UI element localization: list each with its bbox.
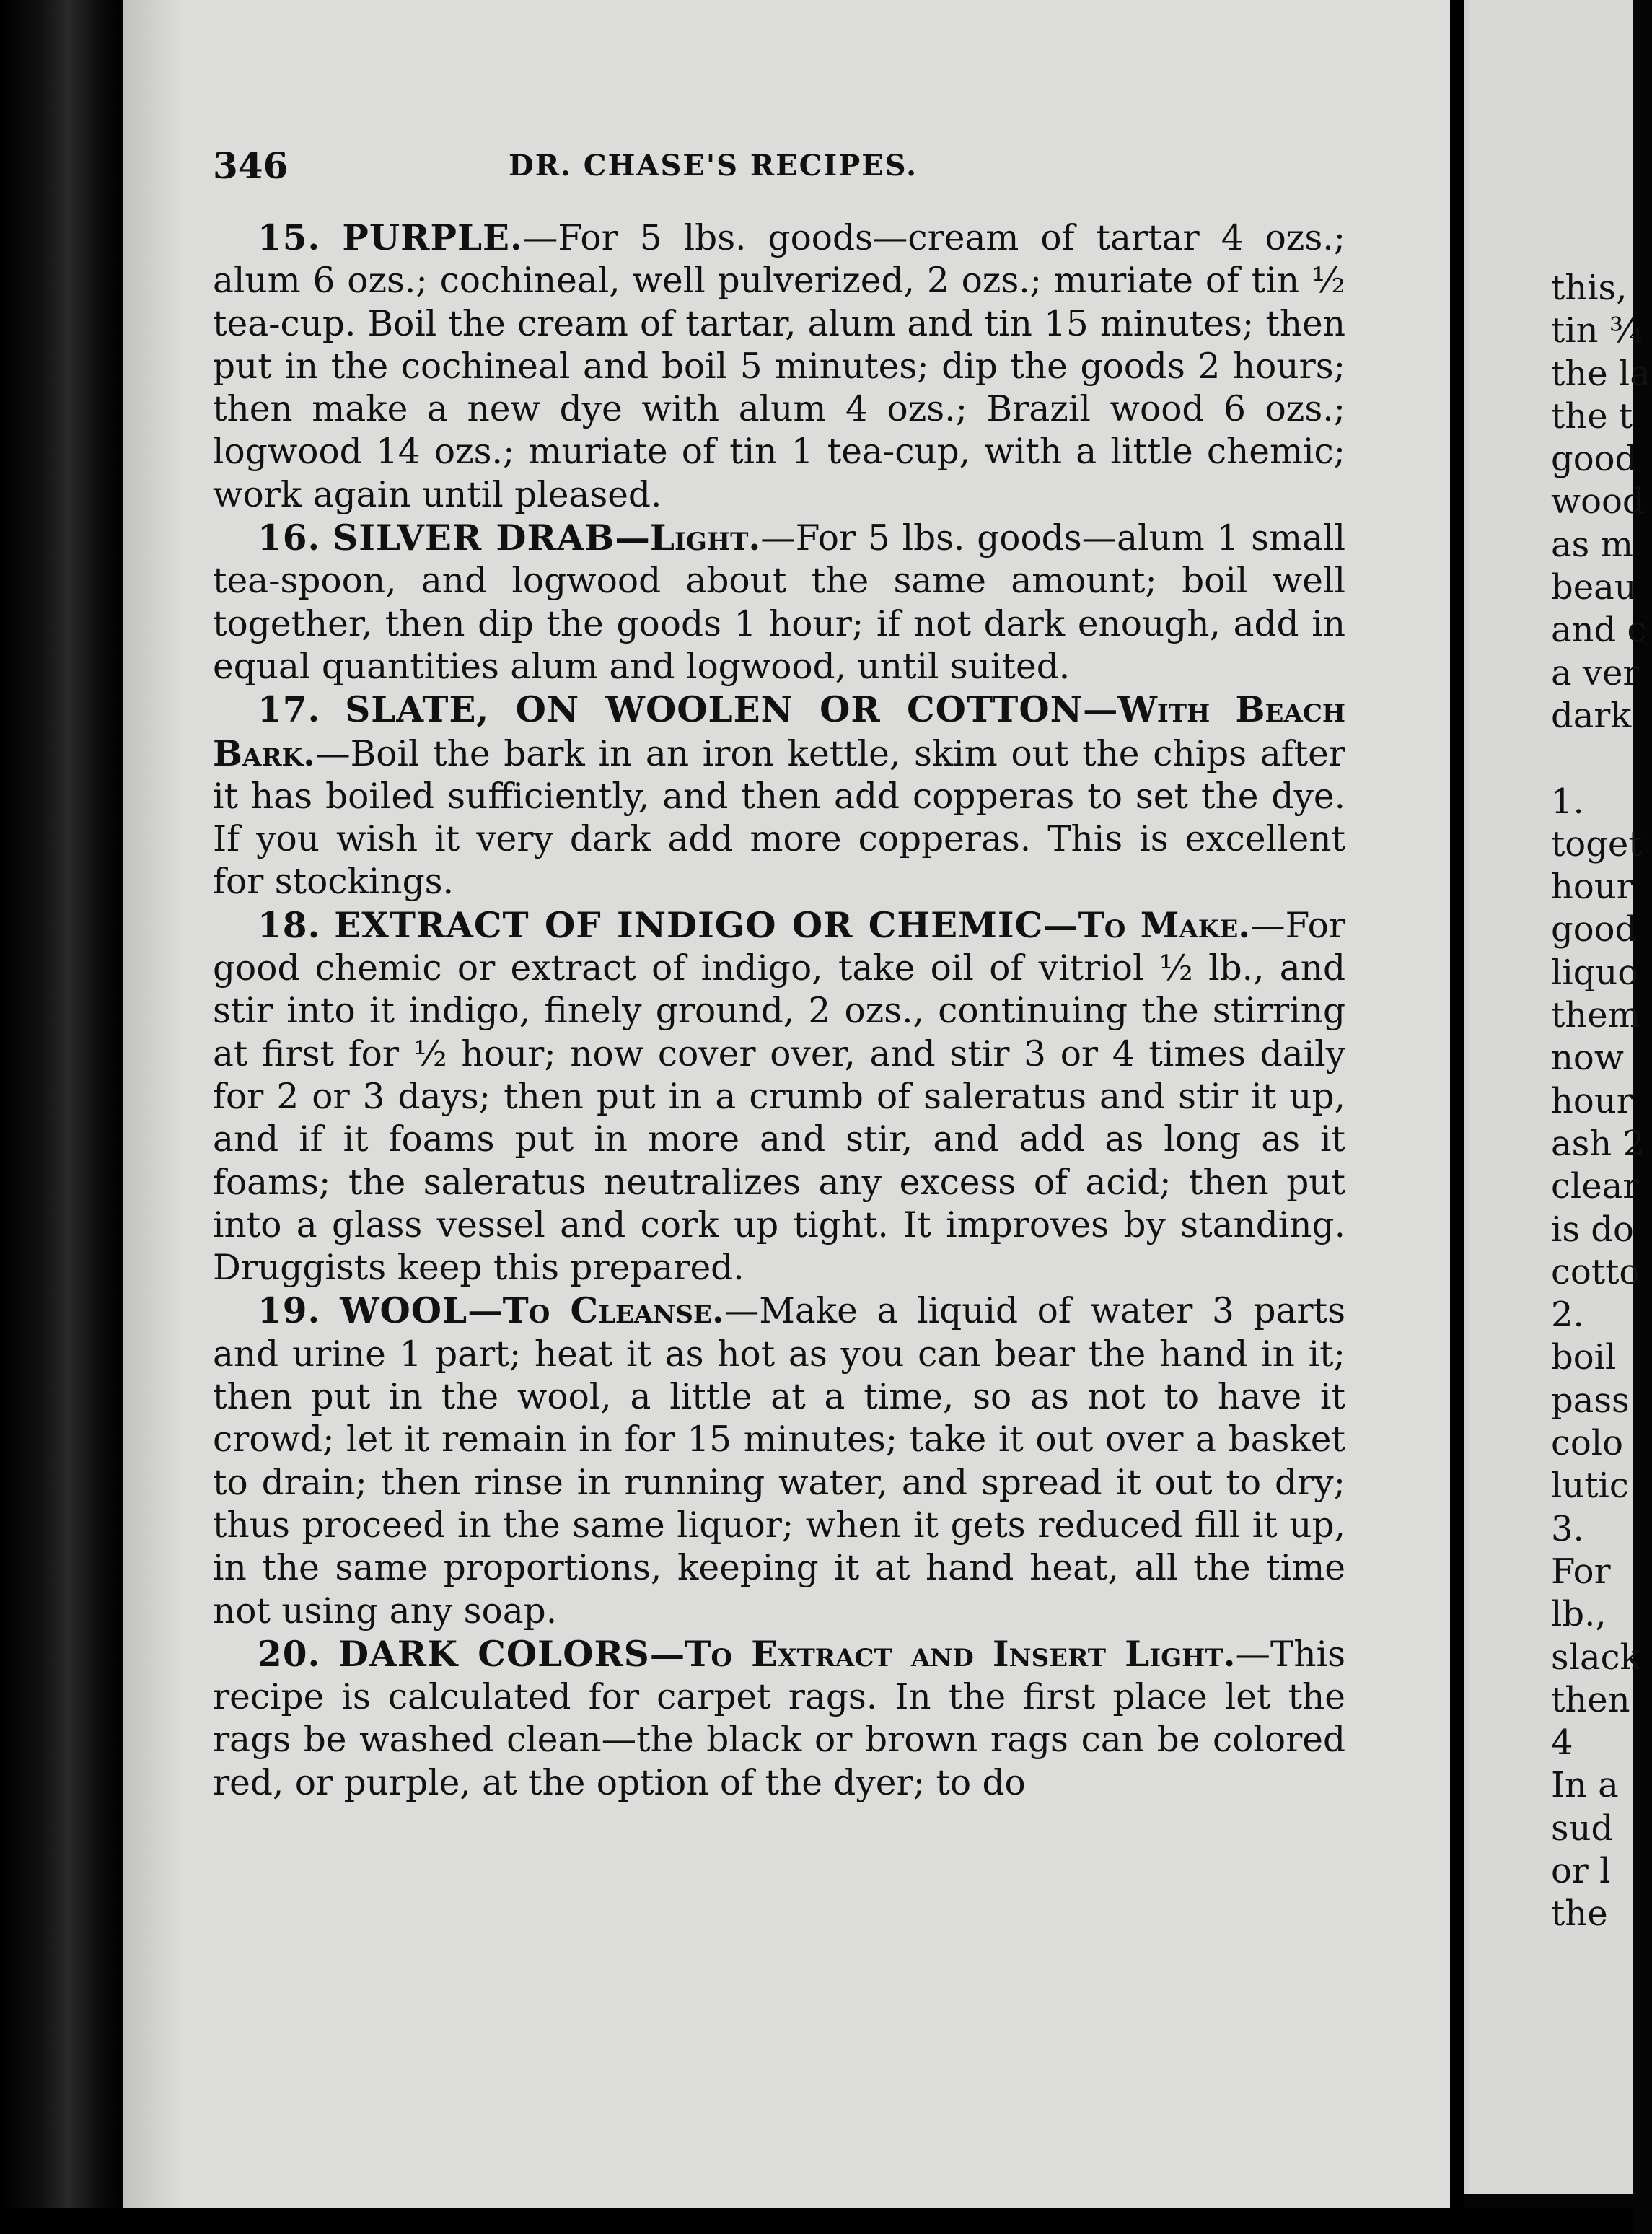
- recipe-text-block: [213, 216, 1345, 1805]
- recipe-title: SLATE, ON WOOLEN OR COTTON: [345, 689, 1083, 731]
- recipe-body: —Boil the bark in an iron kettle, skim out the chips after it has boiled sufficiently, and then add copperas to set the dye. If you wish it very dark add more copperas. This is excellent for stockings.: [213, 733, 1345, 903]
- recipe-number: 19.: [258, 1290, 321, 1332]
- recipe-title: WOOL: [340, 1290, 468, 1332]
- facing-line: cotto: [1551, 1251, 1640, 1292]
- facing-line: is do: [1551, 1209, 1634, 1250]
- recipe-title: SILVER DRAB: [333, 517, 615, 559]
- facing-line: the: [1551, 1893, 1608, 1935]
- facing-line: sud: [1551, 1808, 1614, 1849]
- recipe-20: [213, 1633, 1345, 1805]
- facing-line: slack: [1551, 1637, 1641, 1678]
- facing-line: hour: [1551, 1080, 1633, 1121]
- facing-line: pass: [1551, 1380, 1630, 1421]
- facing-line: In a: [1551, 1765, 1619, 1806]
- center-gutter: [1450, 0, 1464, 2234]
- recipe-title: PURPLE.: [342, 217, 523, 258]
- running-head: DR. CHASE'S RECIPES.: [509, 149, 918, 183]
- recipe-title: EXTRACT OF INDIGO OR CHEMIC: [334, 904, 1044, 946]
- recipe-body: —This recipe is calculated for carpet rags. In the first place let the rags be washed clean—the black or brown rags can be colored red, or purple, at the option of the dyer; to do: [213, 1634, 1345, 1803]
- facing-line: this,: [1551, 268, 1627, 308]
- recipe-number: 18.: [258, 904, 321, 946]
- facing-line: 3.: [1551, 1508, 1584, 1549]
- facing-line: boil: [1551, 1337, 1617, 1378]
- facing-line: lutic: [1551, 1466, 1629, 1507]
- recipe-title: DARK COLORS: [338, 1633, 650, 1675]
- facing-line: colo: [1551, 1423, 1624, 1464]
- facing-line: now: [1551, 1038, 1624, 1079]
- facing-line: wood: [1551, 481, 1645, 522]
- recipe-subtitle: —To Extract and Insert Light.: [649, 1633, 1236, 1675]
- facing-line: them: [1551, 995, 1641, 1036]
- page-number: 346: [213, 144, 289, 187]
- recipe-17: [213, 688, 1345, 903]
- recipe-subtitle: —With Beach Bark.: [213, 689, 1346, 774]
- facing-line: a ver: [1551, 652, 1640, 693]
- facing-line: lb.,: [1551, 1594, 1607, 1635]
- facing-line: the la: [1551, 353, 1651, 394]
- facing-line: or l: [1551, 1850, 1611, 1891]
- facing-line: beau: [1551, 567, 1637, 608]
- facing-line: toget: [1551, 823, 1643, 864]
- recipe-number: 20.: [258, 1633, 321, 1675]
- recipe-16: [213, 517, 1345, 688]
- recipe-number: 15.: [258, 217, 321, 258]
- facing-line: and c: [1551, 610, 1647, 651]
- facing-line: ash 2: [1551, 1123, 1645, 1164]
- facing-line: 4: [1551, 1722, 1573, 1764]
- facing-line: hour: [1551, 867, 1633, 908]
- recipe-subtitle: —To Make.: [1043, 904, 1251, 946]
- book-binding: [0, 0, 123, 2234]
- facing-line: the t: [1551, 395, 1633, 437]
- page-header: [213, 144, 1367, 188]
- facing-line: liquo: [1551, 952, 1639, 993]
- recipe-19: [213, 1289, 1345, 1632]
- recipe-body: —For 5 lbs. goods—alum 1 small tea-spoon, and logwood about the same amount; boil well together, then dip the goods 1 hour; if not dark enough, add in equal quantities alum and logwood, until suited.: [213, 518, 1346, 687]
- facing-line: 1.: [1551, 781, 1584, 822]
- facing-line: 2.: [1551, 1295, 1584, 1336]
- facing-line: clear: [1551, 1166, 1640, 1207]
- recipe-body: —Make a liquid of water 3 parts and urine 1 part; heat it as hot as you can bear the hand in it; then put in the wool, a little at a time, so as not to have it crowd; let it remain in for 15 minutes; take it out over a basket to drain; then rinse in running water, and spread it out to dry; thus proceed in the same liquor; when it gets reduced fill it up, in the same proportions, keeping it at hand heat, all the time not using any soap.: [213, 1291, 1345, 1631]
- recipe-18: [213, 904, 1345, 1290]
- facing-line: For: [1551, 1551, 1611, 1592]
- recipe-number: 17.: [258, 689, 321, 731]
- recipe-body: —For 5 lbs. goods—cream of tartar 4 ozs.; alum 6 ozs.; cochineal, well pulverized, 2 ozs.; muriate of tin ½ tea-cup. Boil the cream of tartar, alum and tin 15 minutes; then put in the cochineal and boil 5 minutes; dip the goods 2 hours; then make a new dye with alum 4 ozs.; Brazil wood 6 ozs.; logwood 14 ozs.; muriate of tin 1 tea-cup, with a little chemic; work again until pleased.: [213, 218, 1345, 515]
- facing-page-text: [1551, 267, 1652, 1936]
- recipe-15: [213, 216, 1345, 517]
- facing-line: good: [1551, 439, 1638, 480]
- facing-line: tin ¾: [1551, 310, 1643, 351]
- facing-line: then: [1551, 1679, 1630, 1720]
- recipe-body: —For good chemic or extract of indigo, take oil of vitriol ½ lb., and stir into it indigo, finely ground, 2 ozs., continuing the stirring at first for ½ hour; now cover over, and stir 3 or 4 times daily for 2 or 3 days; then put in a crumb of saleratus and stir it up, and if it foams put in more and stir, and add as long as it foams; the saleratus neutralizes any excess of acid; then put into a glass vessel and cork up tight. It improves by standing. Druggists keep this prepared.: [213, 905, 1346, 1289]
- facing-line: as m: [1551, 524, 1634, 565]
- recipe-number: 16.: [258, 517, 321, 559]
- facing-line: dark: [1551, 695, 1632, 736]
- recipe-subtitle: —Light.: [615, 517, 761, 559]
- scan-bottom-edge: [0, 2208, 1633, 2234]
- recipe-subtitle: —To Cleanse.: [467, 1290, 724, 1332]
- facing-line: good: [1551, 909, 1638, 950]
